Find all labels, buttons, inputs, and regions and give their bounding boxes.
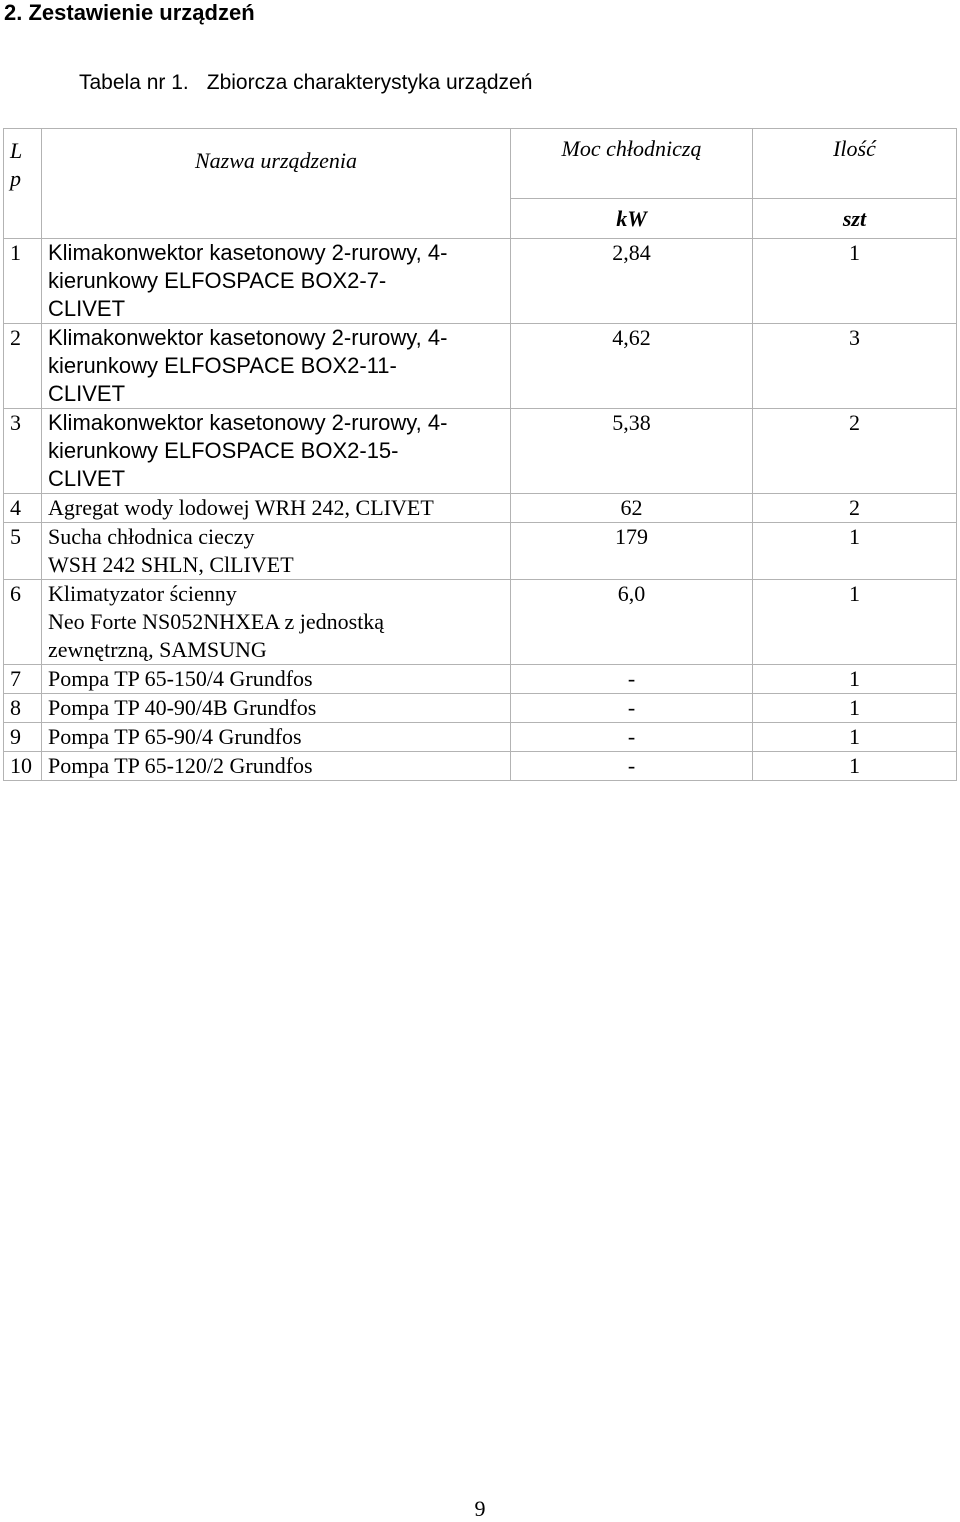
row-name-line: CLIVET [48, 466, 126, 491]
row-name-line: CLIVET [48, 296, 126, 321]
row-power: - [511, 694, 753, 723]
row-qty: 1 [753, 239, 957, 324]
row-lp: 9 [4, 723, 42, 752]
row-name-line: Agregat wody lodowej WRH 242, CLIVET [48, 495, 434, 520]
row-power: 179 [511, 523, 753, 580]
row-name [42, 580, 511, 665]
caption-number: Tabela nr 1. [79, 71, 189, 94]
header-row [4, 129, 957, 199]
header-power: Moc chłodniczą [511, 129, 753, 199]
row-name-line: Pompa TP 65-90/4 Grundfos [48, 724, 302, 749]
row-name [42, 752, 511, 781]
row-power: - [511, 665, 753, 694]
row-name-line: CLIVET [48, 381, 126, 406]
row-name [42, 523, 511, 580]
row-lp: 7 [4, 665, 42, 694]
row-name [42, 324, 511, 409]
row-name-line: zewnętrzną, SAMSUNG [48, 637, 267, 662]
row-name [42, 494, 511, 523]
row-qty: 3 [753, 324, 957, 409]
row-qty: 2 [753, 494, 957, 523]
row-name-line: Klimatyzator ścienny [48, 581, 237, 606]
table-row [4, 580, 957, 665]
table-caption [79, 71, 532, 95]
row-lp: 1 [4, 239, 42, 324]
row-name [42, 409, 511, 494]
row-power: 2,84 [511, 239, 753, 324]
row-power: 6,0 [511, 580, 753, 665]
table-row [4, 523, 957, 580]
devices-table [3, 128, 957, 781]
row-name-line: Klimakonwektor kasetonowy 2-rurowy, 4- [48, 410, 448, 435]
row-qty: 1 [753, 523, 957, 580]
row-name-line: kierunkowy ELFOSPACE BOX2-7- [48, 268, 387, 293]
table-row [4, 723, 957, 752]
header-power-unit: kW [511, 199, 753, 239]
row-qty: 1 [753, 665, 957, 694]
row-power: 5,38 [511, 409, 753, 494]
row-lp: 4 [4, 494, 42, 523]
row-lp: 5 [4, 523, 42, 580]
row-name-line: Pompa TP 40-90/4B Grundfos [48, 695, 317, 720]
row-lp: 8 [4, 694, 42, 723]
row-name-line: Neo Forte NS052NHXEA z jednostką [48, 609, 385, 634]
row-qty: 1 [753, 723, 957, 752]
row-name-line: Klimakonwektor kasetonowy 2-rurowy, 4- [48, 240, 448, 265]
table-row [4, 494, 957, 523]
row-qty: 1 [753, 580, 957, 665]
table-body [4, 239, 957, 781]
row-name-line: kierunkowy ELFOSPACE BOX2-15- [48, 438, 399, 463]
row-name [42, 665, 511, 694]
row-name-line: kierunkowy ELFOSPACE BOX2-11- [48, 353, 397, 378]
table-row [4, 324, 957, 409]
header-name: Nazwa urządzenia [42, 129, 511, 239]
row-qty: 1 [753, 694, 957, 723]
row-name-line: Pompa TP 65-150/4 Grundfos [48, 666, 313, 691]
table-row [4, 665, 957, 694]
table-row [4, 694, 957, 723]
row-lp: 10 [4, 752, 42, 781]
header-lp: L p [4, 129, 42, 239]
row-power: 4,62 [511, 324, 753, 409]
row-name [42, 239, 511, 324]
row-name [42, 694, 511, 723]
page-number: 9 [474, 1496, 486, 1521]
row-name-line: WSH 242 SHLN, ClLIVET [48, 552, 294, 577]
row-qty: 1 [753, 752, 957, 781]
row-lp: 2 [4, 324, 42, 409]
header-qty-unit: szt [753, 199, 957, 239]
header-qty: Ilość [753, 129, 957, 199]
table-row [4, 409, 957, 494]
row-lp: 6 [4, 580, 42, 665]
table-row [4, 752, 957, 781]
row-name-line: Klimakonwektor kasetonowy 2-rurowy, 4- [48, 325, 448, 350]
caption-text: Zbiorcza charakterystyka urządzeń [206, 71, 533, 94]
row-power: - [511, 752, 753, 781]
row-name-line: Pompa TP 65-120/2 Grundfos [48, 753, 313, 778]
row-power: 62 [511, 494, 753, 523]
row-name [42, 723, 511, 752]
row-name-line: Sucha chłodnica cieczy [48, 524, 255, 549]
table-row [4, 239, 957, 324]
row-power: - [511, 723, 753, 752]
row-qty: 2 [753, 409, 957, 494]
section-title: 2. Zestawienie urządzeń [4, 0, 255, 25]
row-lp: 3 [4, 409, 42, 494]
